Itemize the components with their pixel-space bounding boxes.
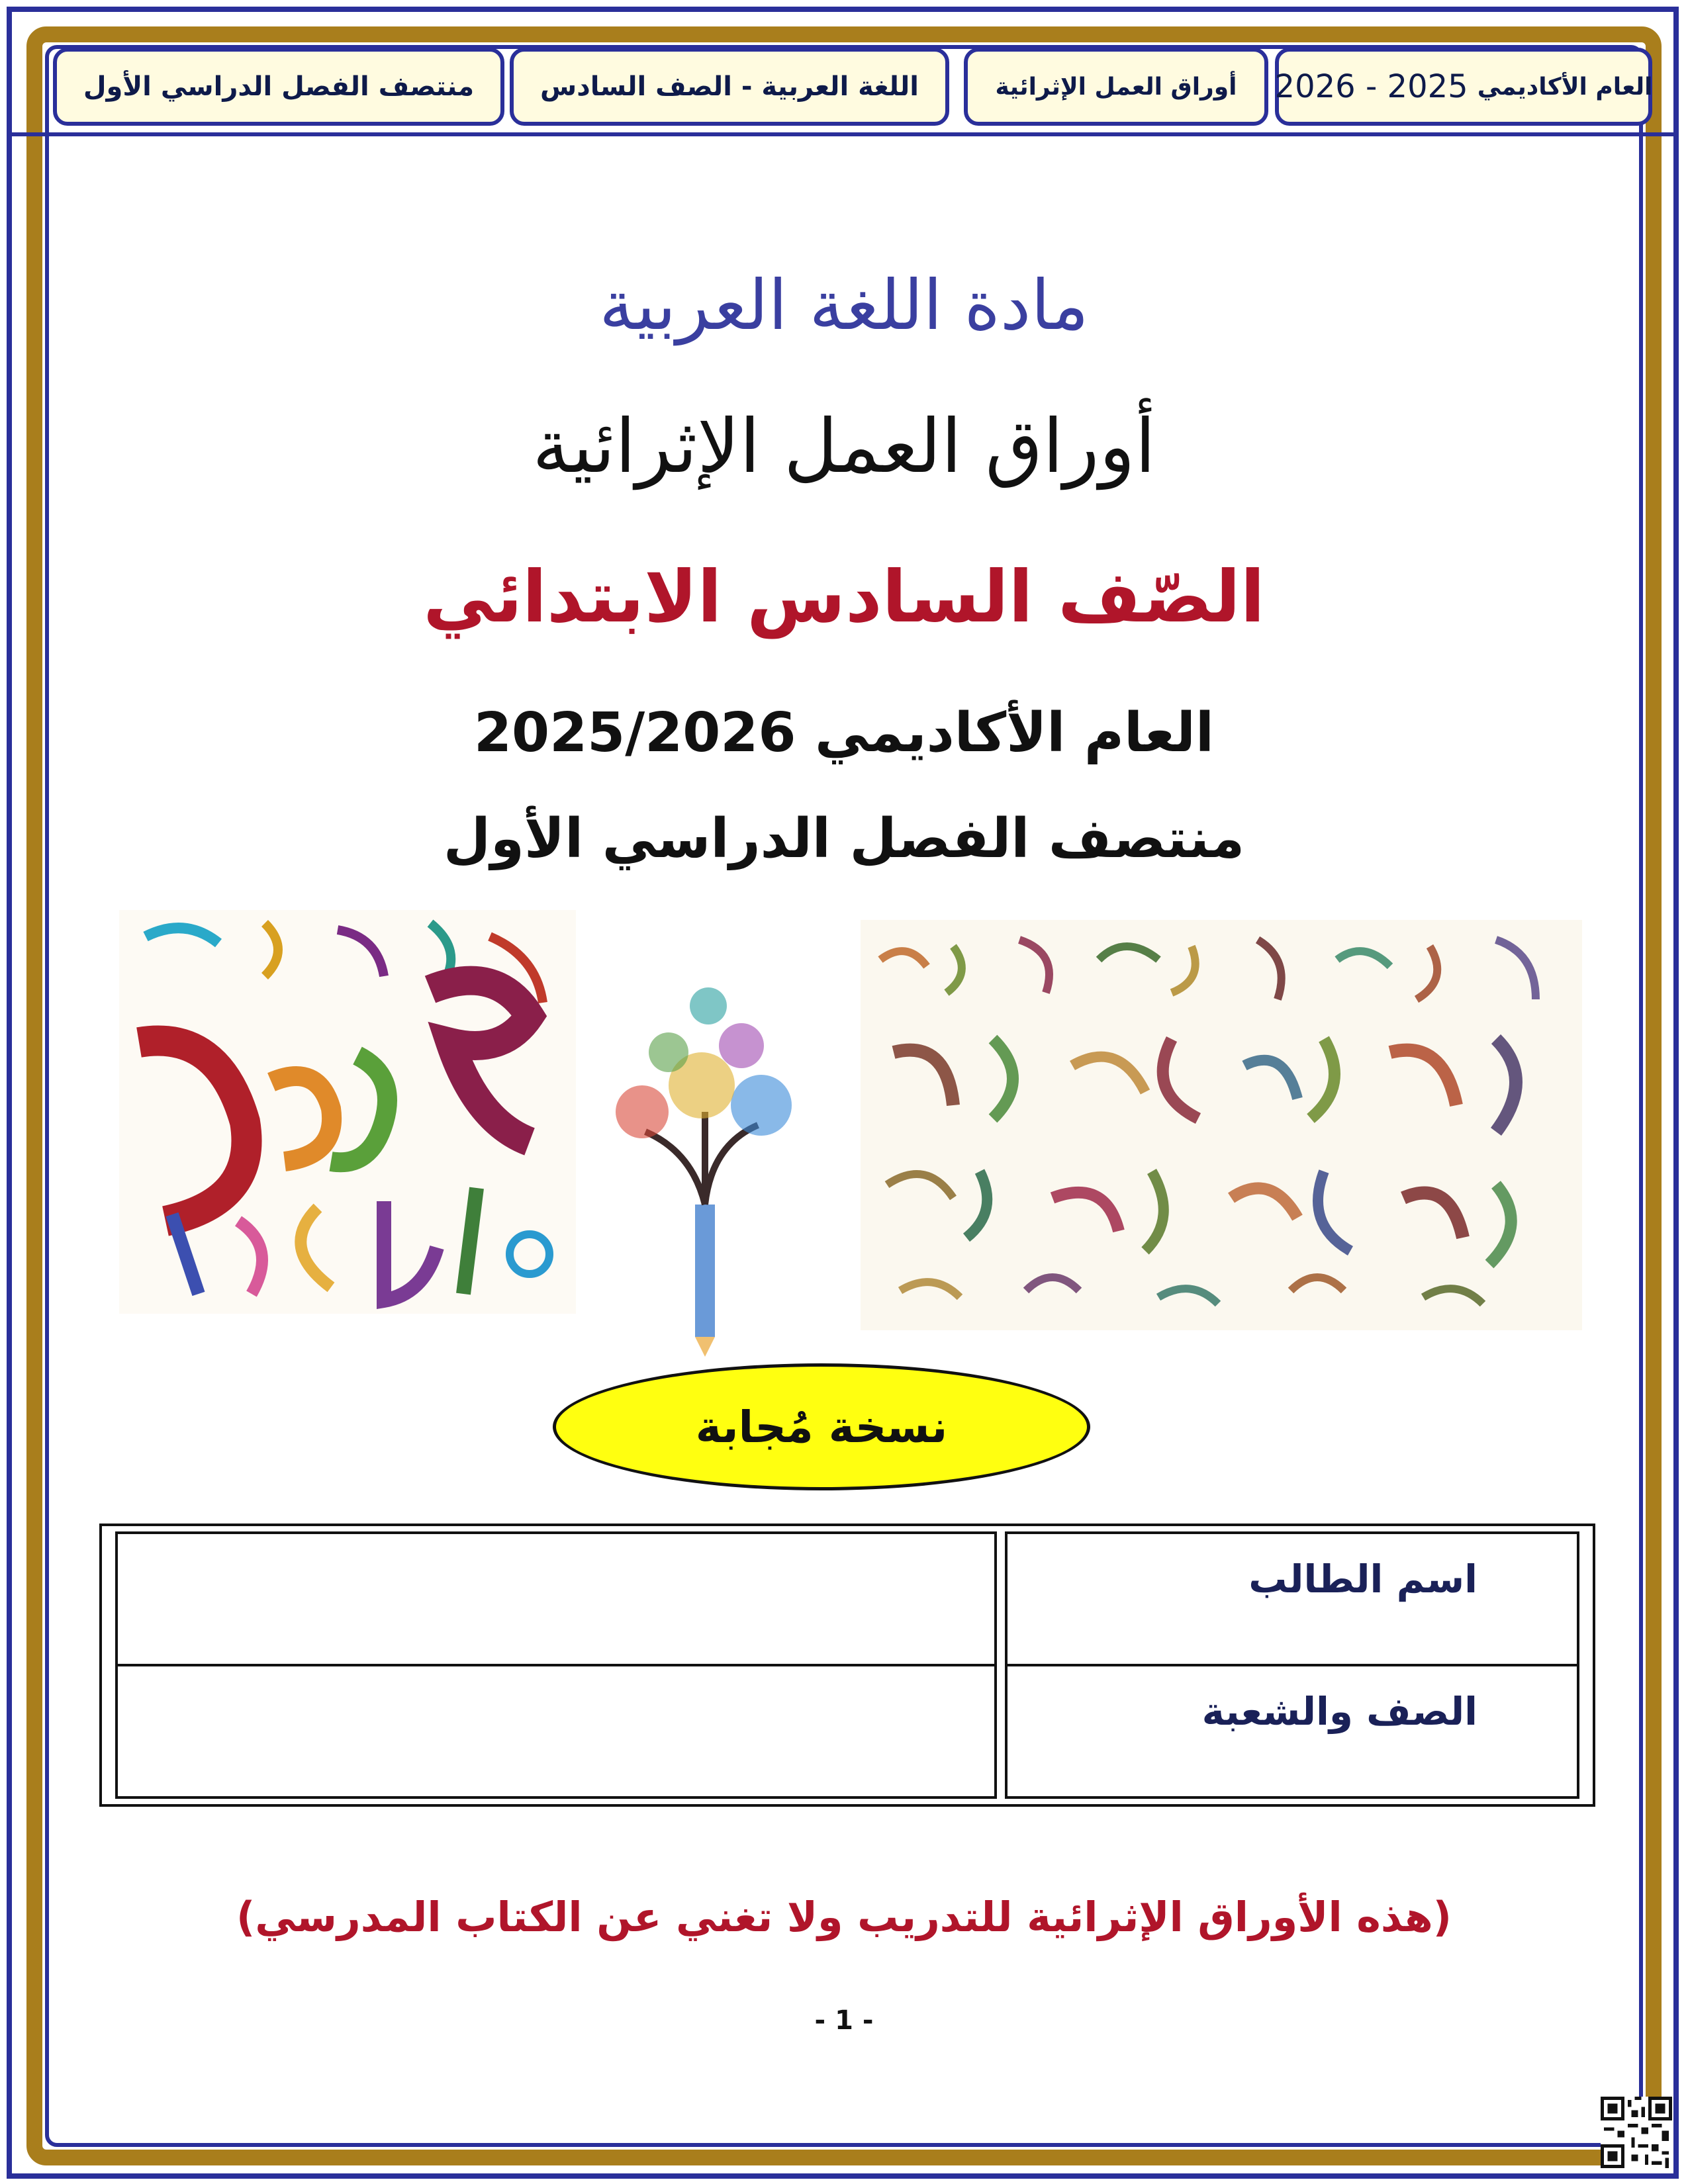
sheets-title: أوراق العمل الإثرائية	[532, 404, 1156, 490]
header-tab-term-label: منتصف الفصل الدراسي الأول	[83, 71, 475, 102]
qr-code-icon	[1601, 2097, 1672, 2168]
student-name-row	[115, 1531, 1579, 1665]
header-tab-subject	[510, 48, 949, 126]
disclaimer-note: (هذه الأوراق الإثرائية للتدريب ولا تغني عن الكتاب المدرسي)	[236, 1893, 1452, 1941]
student-name-field[interactable]	[115, 1531, 997, 1665]
answered-copy-label: نسخة مُجابة	[695, 1401, 948, 1453]
header-tab-sheets-label: أوراق العمل الإثرائية	[995, 73, 1237, 101]
student-name-label: اسم الطالب	[1005, 1531, 1579, 1665]
student-class-row	[115, 1665, 1579, 1799]
arabic-letters-illustration	[119, 910, 576, 1314]
term-title: منتصف الفصل الدراسي الأول	[443, 807, 1245, 870]
answered-copy-badge	[553, 1363, 1090, 1490]
letter-tree-pencil-illustration	[596, 953, 821, 1357]
page-number: - 1 -	[814, 2005, 874, 2036]
header-tab-year	[1275, 48, 1652, 126]
student-class-field[interactable]	[115, 1665, 997, 1799]
year-title: العام الأكاديمي 2025/2026	[473, 702, 1215, 764]
header-tab-year-label: العام الأكاديمي	[1477, 73, 1653, 101]
arabic-letters-collage	[861, 920, 1582, 1330]
header-rule	[7, 132, 1679, 136]
header-tab-year-value: 2025 - 2026	[1274, 68, 1468, 105]
header-tab-term	[53, 48, 504, 126]
grade-title: الصّف السادس الابتدائي	[423, 556, 1265, 639]
student-class-label: الصف والشعبة	[1005, 1665, 1579, 1799]
header-tab-sheets	[964, 48, 1268, 126]
student-info-table	[99, 1524, 1595, 1807]
subject-title: مادة اللغة العربية	[599, 265, 1089, 345]
header-tab-subject-label: اللغة العربية - الصف السادس	[540, 71, 919, 102]
